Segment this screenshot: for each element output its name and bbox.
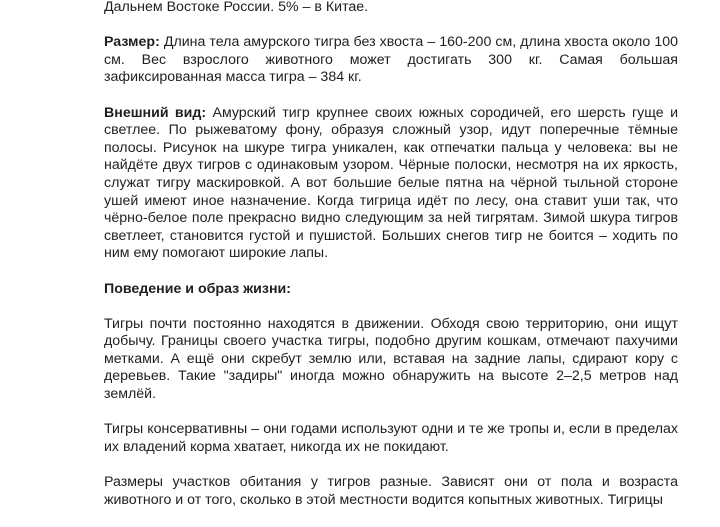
behavior-paragraph-2: Тигры консервативны – они годами используют одни и те же тропы и, если в пределах их владений корма хватает, никогда их не покидают. <box>104 421 678 455</box>
appearance-text: Амурский тигр крупнее своих южных сородичей, его шерсть гуще и светлее. По рыжеватому фону, образуя сложный узор, идут поперечные тёмные полосы. Рисунок на шкуре тигра уникален, как отпечатки пальца у человека: вы не найдёте двух тигров с одинаковым узором. Чёрные полоски, несмотря на их яркость, служат тигру маскировкой. А вот большие белые пятна на чёрной тыльной стороне ушей имеют иное назначение. Когда тигрица идёт по лесу, она ставит уши так, что чёрно-белое поле прекрасно видно следующим за ней тигрятам. Зимой шкура тигров светлеет, становится густой и пушистой. Больших снегов тигр не боится – ходить по ним ему помогают широкие лапы. <box>104 104 678 262</box>
appearance-lead: Внешний вид: <box>104 104 207 121</box>
intro-tail-text: Дальнем Востоке России. 5% – в Китае. <box>104 0 369 15</box>
document-body <box>104 0 678 527</box>
intro-tail-paragraph <box>104 0 678 17</box>
behavior-paragraph-3: Размеры участков обитания у тигров разные. Зависят они от пола и возраста животного и от того, сколько в этой местности водится копытных животных. Тигрицы <box>104 474 678 508</box>
size-paragraph <box>104 34 678 87</box>
behavior-paragraph-1: Тигры почти постоянно находятся в движении. Обходя свою территорию, они ищут добычу. Границы своего участка тигры, подобно другим кошкам, отмечают пахучими метками. А ещё они скребут землю или, вставая на задние лапы, сдирают кору с деревьев. Такие "задиры" иногда можно обнаружить на высоте 2–2,5 метров над землёй. <box>104 315 678 403</box>
size-lead: Размер: <box>104 34 160 51</box>
behavior-heading: Поведение и образ жизни: <box>104 280 291 297</box>
appearance-paragraph <box>104 105 678 263</box>
size-text: Длина тела амурского тигра без хвоста – 160-200 см, длина хвоста около 100 см. Вес взрослого животного может достигать 300 кг. Самая большая зафиксированная масса тигра – 384 кг. <box>104 34 678 86</box>
